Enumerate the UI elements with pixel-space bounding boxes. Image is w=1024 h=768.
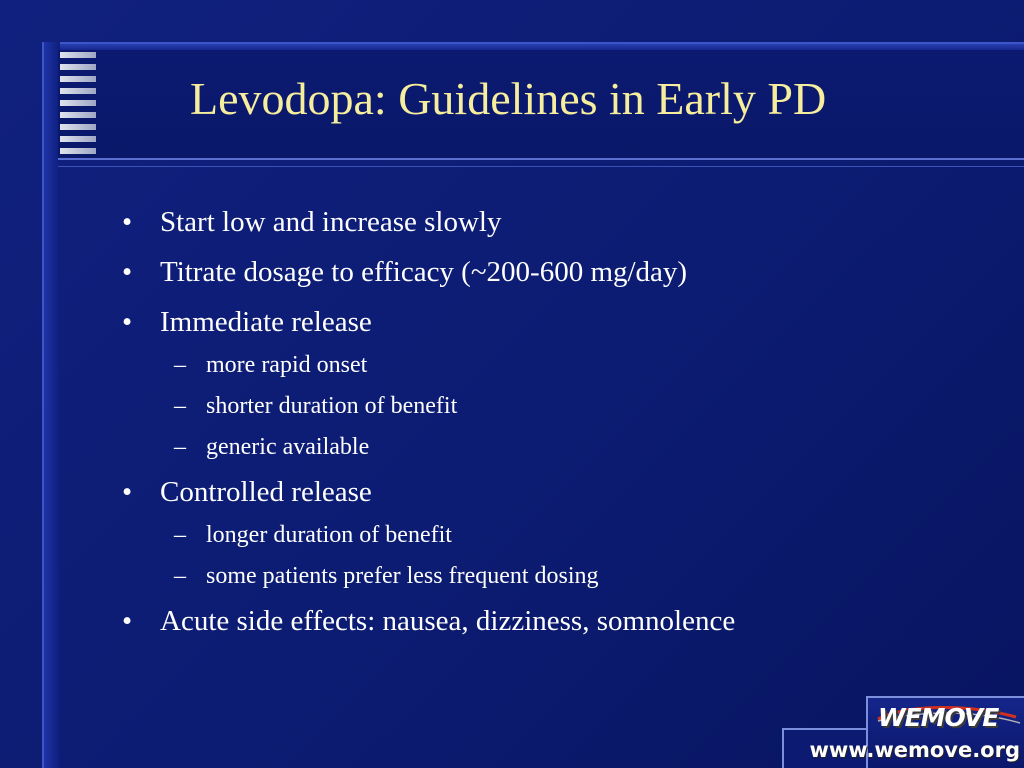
decorative-stripes-icon — [60, 52, 96, 158]
bullet-text: Acute side effects: nausea, dizziness, somnolence — [160, 605, 736, 637]
bullet-marker: • — [122, 306, 133, 338]
bullet-marker: • — [122, 605, 133, 637]
logo-url: www.wemove.org — [809, 738, 1020, 762]
bullet-marker: • — [122, 476, 133, 508]
sub-bullet-text: generic available — [206, 434, 370, 460]
sub-bullet-text: longer duration of benefit — [206, 522, 452, 548]
bullet-item — [122, 254, 1002, 290]
bullet-text: Controlled release — [160, 476, 372, 508]
sub-bullet-item — [122, 432, 1002, 462]
sub-bullet-text: more rapid onset — [206, 352, 368, 378]
bullet-item — [122, 603, 1002, 639]
bullet-text: Immediate release — [160, 306, 372, 338]
bullet-item — [122, 304, 1002, 340]
sub-bullet-list — [122, 520, 1002, 591]
bullet-text: Titrate dosage to efficacy (~200-600 mg/day) — [160, 256, 688, 288]
bullet-item — [122, 474, 1002, 510]
logo-brand: WEMOVE — [878, 703, 999, 732]
sub-bullet-text: shorter duration of benefit — [206, 393, 458, 419]
sub-bullet-text: some patients prefer less frequent dosing — [206, 563, 599, 589]
dash-marker: – — [174, 434, 186, 460]
dash-marker: – — [174, 352, 186, 378]
dash-marker: – — [174, 563, 186, 589]
slide-title: Levodopa: Guidelines in Early PD — [190, 73, 827, 124]
bullet-text: Start low and increase slowly — [160, 206, 502, 238]
sub-bullet-item — [122, 350, 1002, 380]
bullet-item — [122, 204, 1002, 240]
bullet-list — [122, 204, 1002, 653]
title-divider — [58, 158, 1024, 160]
dash-marker: – — [174, 393, 186, 419]
bullet-marker: • — [122, 256, 133, 288]
bullet-marker: • — [122, 206, 133, 238]
title-divider-secondary — [58, 166, 1024, 167]
sub-bullet-list — [122, 350, 1002, 462]
sub-bullet-item — [122, 391, 1002, 421]
sub-bullet-item — [122, 520, 1002, 550]
sub-bullet-item — [122, 561, 1002, 591]
dash-marker: – — [174, 522, 186, 548]
